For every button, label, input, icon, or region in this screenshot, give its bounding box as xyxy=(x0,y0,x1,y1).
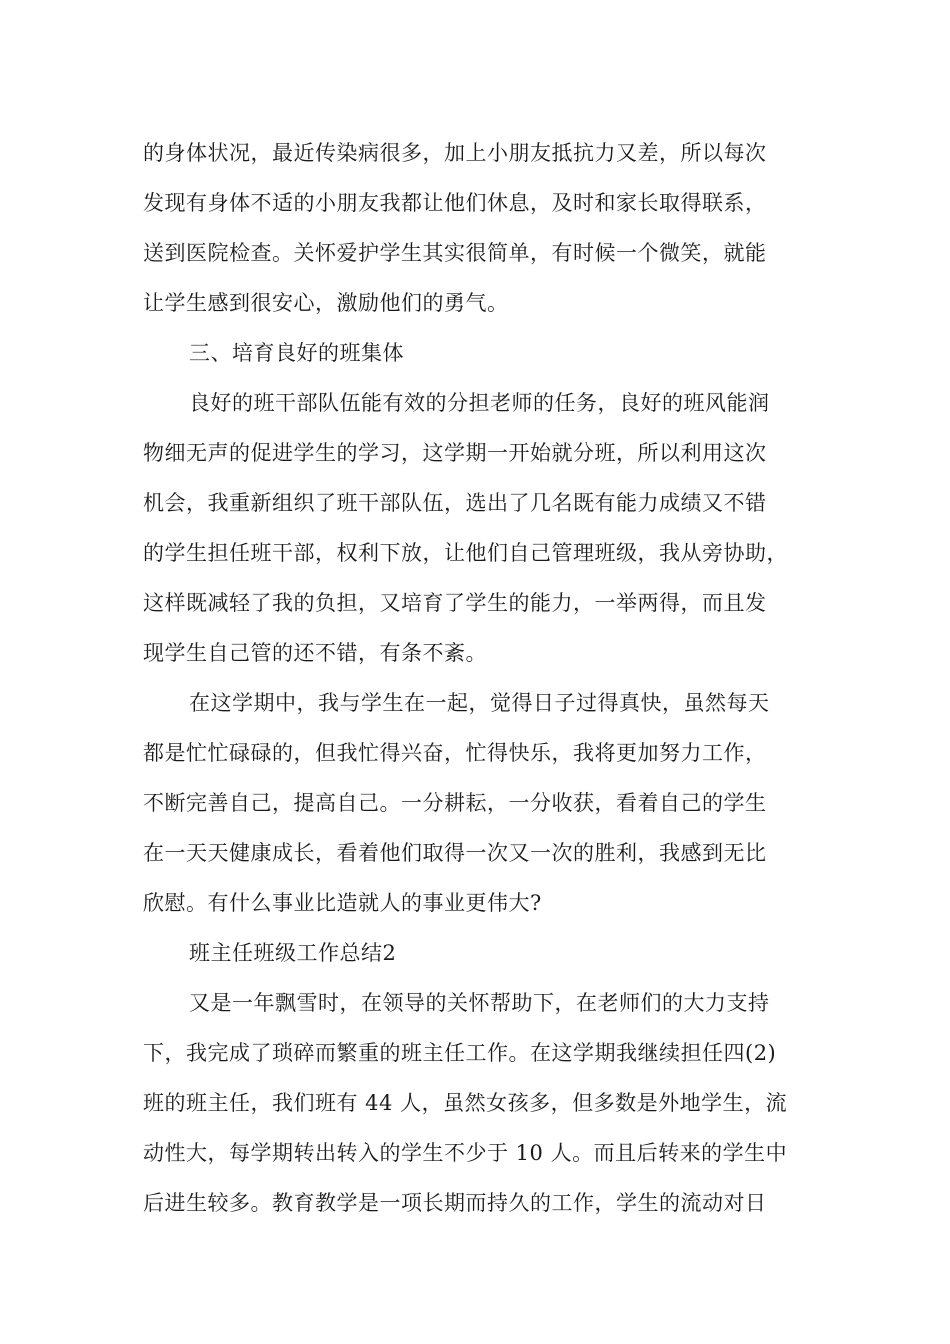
text-line: 又是一年飘雪时，在领导的关怀帮助下，在老师们的大力支持 xyxy=(189,991,770,1015)
text-line: 三、培育良好的班集体 xyxy=(189,341,404,365)
text-line: 良好的班干部队伍能有效的分担老师的任务，良好的班风能润 xyxy=(189,391,770,415)
text-line: 班主任班级工作总结2 xyxy=(189,941,397,965)
text-line: 物细无声的促进学生的学习，这学期一开始就分班，所以利用这次 xyxy=(143,441,767,465)
text-line: 发现有身体不适的小朋友我都让他们休息，及时和家长取得联系， xyxy=(143,191,767,215)
text-line: 让学生感到很安心，激励他们的勇气。 xyxy=(143,291,509,315)
text-line: 送到医院检查。关怀爱护学生其实很简单，有时候一个微笑，就能 xyxy=(143,241,767,265)
text-line: 班的班主任，我们班有 44 人，虽然女孩多，但多数是外地学生，流 xyxy=(143,1091,788,1115)
text-line: 在一天天健康成长，看着他们取得一次又一次的胜利，我感到无比 xyxy=(143,841,767,865)
text-line: 不断完善自己，提高自己。一分耕耘，一分收获，看着自己的学生 xyxy=(143,791,767,815)
text-line: 机会，我重新组织了班干部队伍，选出了几名既有能力成绩又不错 xyxy=(143,491,767,515)
text-line: 的学生担任班干部，权利下放，让他们自己管理班级，我从旁协助， xyxy=(143,541,788,565)
text-line: 现学生自己管的还不错，有条不紊。 xyxy=(143,641,487,665)
text-line: 都是忙忙碌碌的，但我忙得兴奋，忙得快乐，我将更加努力工作， xyxy=(143,741,767,765)
document-body xyxy=(143,128,818,1228)
text-line: 的身体状况，最近传染病很多，加上小朋友抵抗力又差，所以每次 xyxy=(143,141,767,165)
text-line: 欣慰。有什么事业比造就人的事业更伟大? xyxy=(143,891,542,915)
text-line: 这样既减轻了我的负担，又培育了学生的能力，一举两得，而且发 xyxy=(143,591,767,615)
text-line: 下，我完成了琐碎而繁重的班主任工作。在这学期我继续担任四(2) xyxy=(143,1041,777,1065)
text-line: 在这学期中，我与学生在一起，觉得日子过得真快，虽然每天 xyxy=(189,691,770,715)
text-line: 后进生较多。教育教学是一项长期而持久的工作，学生的流动对日 xyxy=(143,1191,767,1215)
text-line: 动性大，每学期转出转入的学生不少于 10 人。而且后转来的学生中 xyxy=(143,1141,788,1165)
